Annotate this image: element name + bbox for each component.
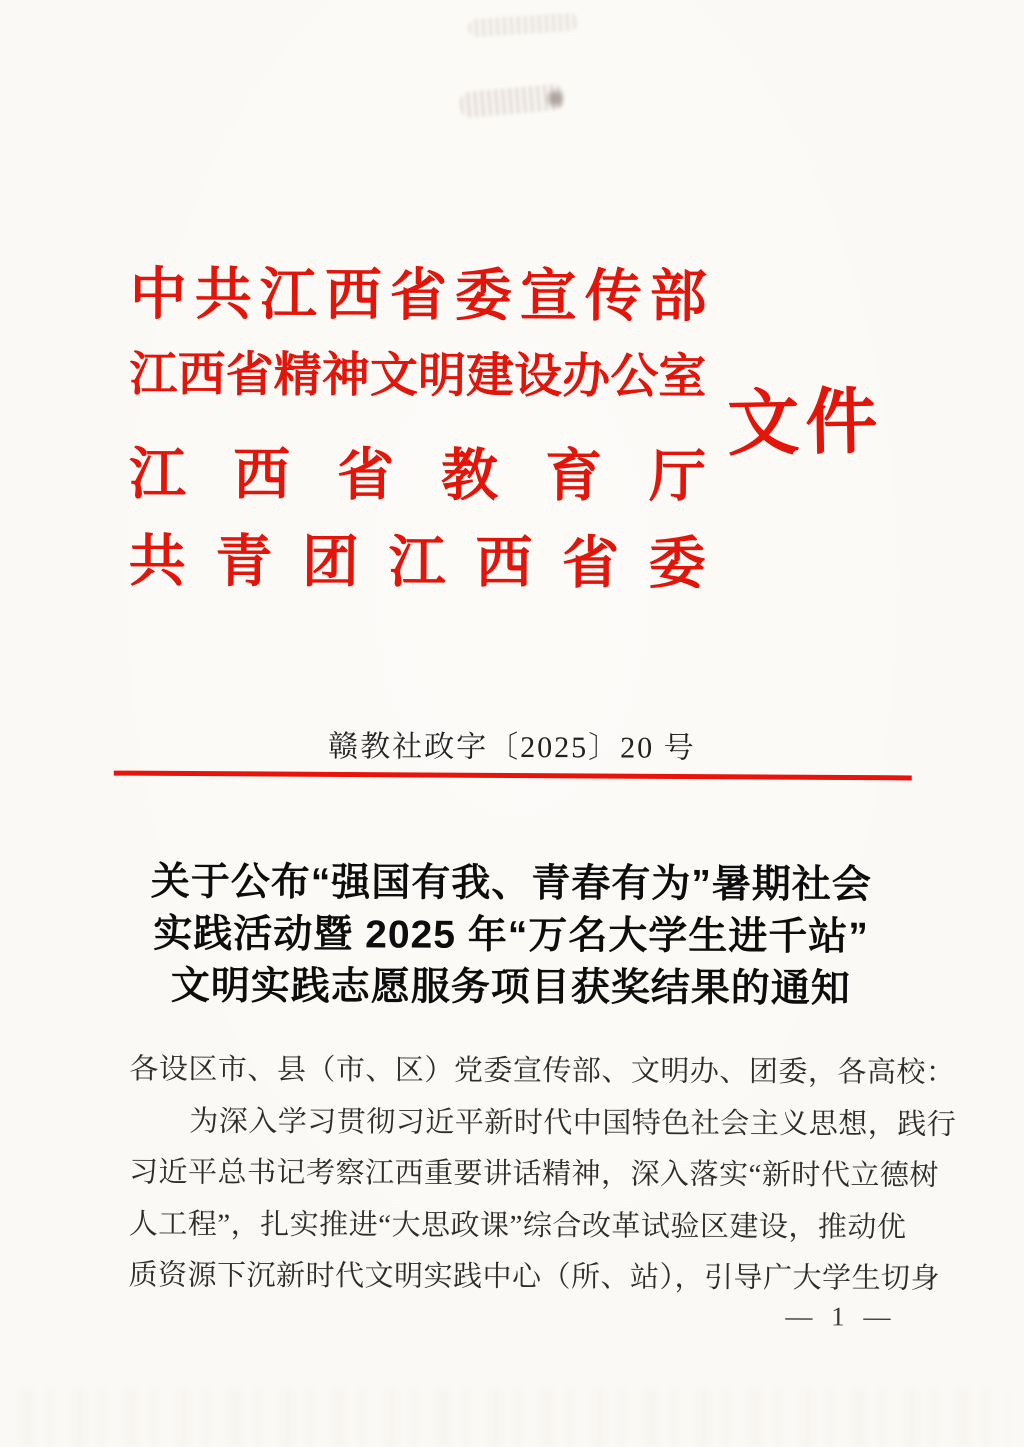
org-name-line-3: 江 西 省 教 育 厅 bbox=[128, 443, 707, 509]
org-name-line-1: 中 共 江 西 省 委 宣 传 部 bbox=[129, 263, 707, 329]
page-number: — 1 — bbox=[785, 1301, 897, 1332]
paragraph-line: 质资源下沉新时代文明实践中心（所、站），引导广大学生切身 bbox=[128, 1259, 941, 1295]
title-line-3: 文明实践志愿服务项目获奖结果的通知 bbox=[170, 964, 851, 1011]
red-divider-line bbox=[114, 771, 912, 781]
body-text bbox=[128, 1044, 957, 1305]
paragraph-line: 为深入学习贯彻习近平新时代中国特色社会主义思想，践行 bbox=[189, 1105, 957, 1141]
paragraph-line: 习近平总书记考察江西重要讲话精神，深入落实“新时代立德树 bbox=[128, 1156, 939, 1192]
org-name-line-2: 江 西 省 精 神 文 明 建 设 办 公 室 bbox=[129, 348, 707, 404]
title-line-2: 实践活动暨 2025 年“万名大学生进千站” bbox=[153, 912, 869, 959]
letterhead bbox=[129, 256, 707, 604]
document-reference-number: 赣教社政字〔2025〕20 号 bbox=[328, 730, 696, 765]
reverse-side-bleedthrough bbox=[20, 1389, 1010, 1447]
salutation-line: 各设区市、县（市、区）党委宣传部、文明办、团委，各高校： bbox=[129, 1053, 956, 1089]
doc-type-label: 文件 bbox=[726, 381, 884, 465]
document-title bbox=[0, 856, 1023, 1016]
title-line-1: 关于公布“强国有我、青春有为”暑期社会 bbox=[150, 860, 872, 907]
paragraph-line: 人工程”，扎实推进“大思政课”综合改革试验区建设，推动优 bbox=[128, 1207, 907, 1244]
org-name-line-4: 共 青 团 江 西 省 委 bbox=[128, 530, 706, 596]
